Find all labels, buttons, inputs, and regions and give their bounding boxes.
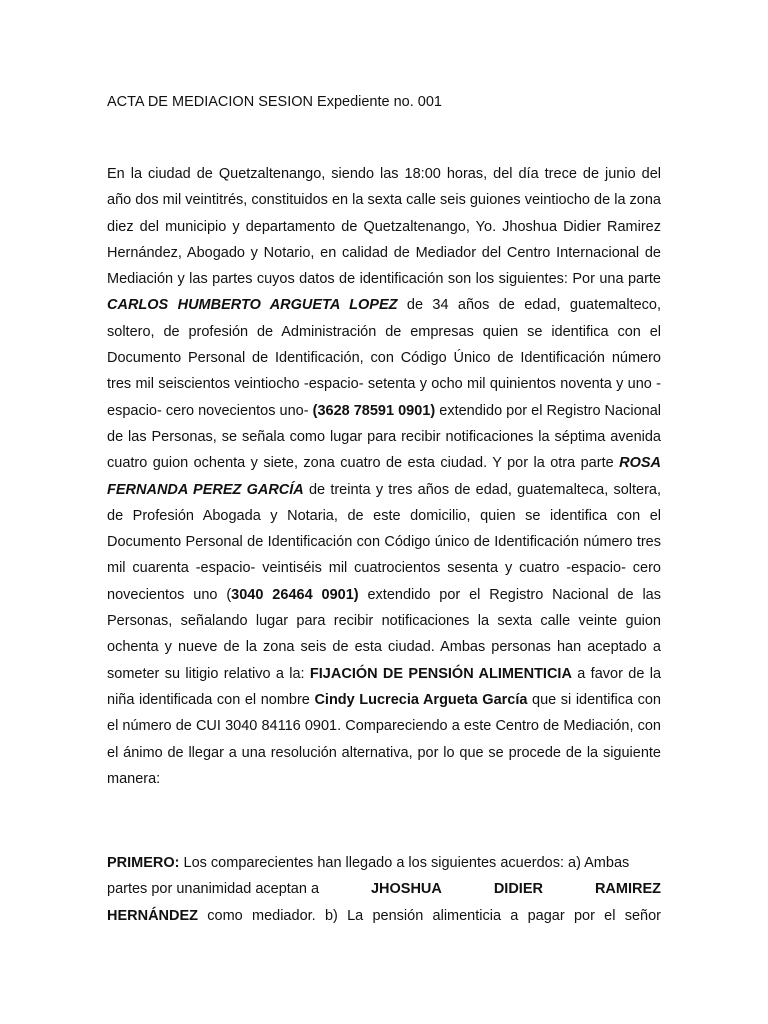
mediation-matter: FIJACIÓN DE PENSIÓN ALIMENTICIA	[309, 665, 572, 682]
text-run: de treinta y tres años de edad, guatemalteca, soltera, de Profesión Abogada y Notaria, de este domicilio, quien se identifica con el Documento Personal de Identificación con Código único de Identificación número tres mil cuarenta -espacio- veintiséis mil cuatrocientos sesenta y cuatro -espacio- cero novecientos uno (	[107, 481, 661, 603]
text-run: extendido por el Registro Nacional de las Personas, se señala como lugar para recibir notificaciones la séptima avenida cuatro guion ochenta y siete, zona cuatro de esta ciudad. Y por la otra parte	[107, 402, 661, 472]
paragraph-primero	[107, 850, 661, 929]
clause-heading: PRIMERO:	[107, 855, 180, 871]
text-run: de 34 años de edad, guatemalteco, soltero, de profesión de Administración de empresas quien se identifica con el Documento Personal de Identificación, con Código Único de Identificación número tres mil seiscientos veintiocho -espacio- setenta y ocho mil quinientos noventa y uno -espacio- cero novecientos uno-	[107, 297, 661, 419]
party2-name: ROSA FERNANDA PEREZ GARCÍA	[107, 455, 661, 498]
party1-name: CARLOS HUMBERTO ARGUETA LOPEZ	[107, 297, 398, 314]
party1-cui: (3628 78591 0901)	[312, 402, 436, 419]
text-run: que si identifica con el número de CUI 3040 84116 0901. Compareciendo a este Centro de Mediación, con el ánimo de llegar a una resolución alternativa, por lo que se procede de la siguiente manera:	[107, 691, 661, 787]
paragraph-line	[107, 850, 661, 876]
text-run: En la ciudad de Quetzaltenango, siendo las 18:00 horas, del día trece de junio del año dos mil veintitrés, constituidos en la sexta calle seis guiones veintiocho de la zona diez del municipio y departamento de Quetzaltenango, Yo. Jhoshua Didier Ramirez Hernández, Abogado y Notario, en calidad de Mediador del Centro Internacional de Mediación y las partes cuyos datos de identificación son los siguientes: Por una parte	[107, 166, 661, 288]
text-run: a favor de la niña identificada con el nombre	[107, 665, 662, 708]
text-run: Los comparecientes han llegado a los siguientes acuerdos: a) Ambas	[179, 855, 630, 871]
mediator-name-word: JHOSHUA	[370, 881, 442, 898]
paragraph-introduction	[107, 161, 661, 792]
mediator-name-word: HERNÁNDEZ	[107, 907, 199, 924]
paragraph-line	[107, 903, 661, 929]
mediator-name-word: DIDIER	[493, 881, 543, 898]
text-run: partes por unanimidad aceptan a	[107, 881, 320, 898]
party2-cui: 3040 26464 0901)	[231, 586, 359, 603]
document-title: ACTA DE MEDIACION SESION Expediente no. 001	[107, 94, 442, 110]
mediator-name-word: RAMIREZ	[594, 881, 661, 898]
paragraph-line	[107, 876, 661, 902]
text-run: como mediador. b) La pensión alimenticia a pagar por el señor	[198, 907, 661, 924]
text-run: extendido por el Registro Nacional de las Personas, señalando lugar para recibir notificaciones la sexta calle veinte guion ochenta y nueve de la zona seis de esta ciudad. Ambas personas han aceptado a someter su litigio relativo a la:	[107, 586, 661, 682]
child-name: Cindy Lucrecia Argueta García	[314, 691, 528, 708]
